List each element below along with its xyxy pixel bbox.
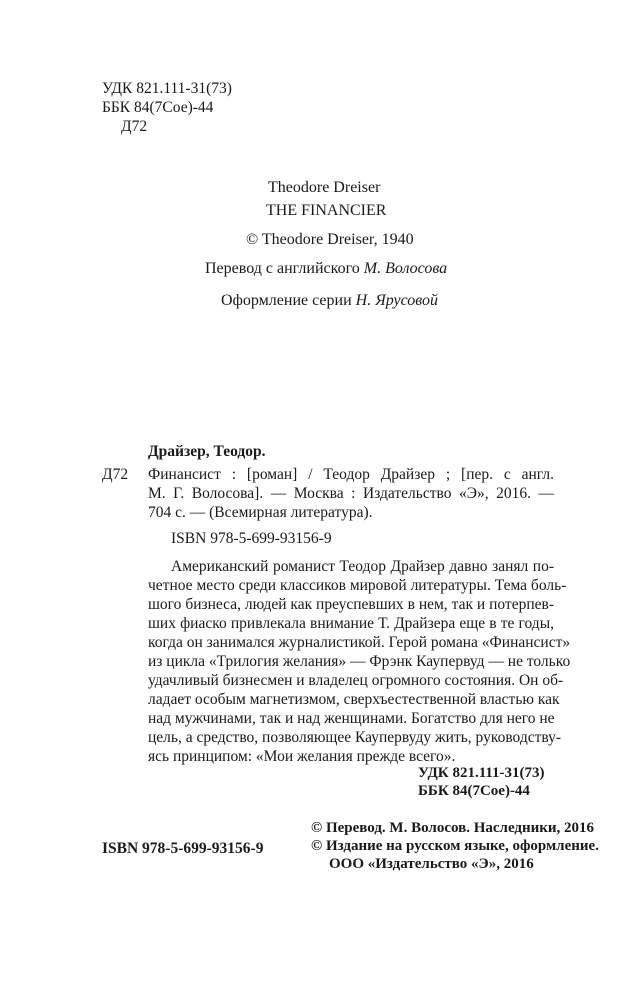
rights-line: © Перевод. М. Волосов. Наследники, 2016 [311,820,595,836]
annotation-line: ладает особым магнетизмом, сверхъестественной властью как [148,691,560,708]
description-line: М. Г. Волосова]. — Москва : Издательство «Э», 2016. — [148,485,554,502]
annotation-line: цель, а средство, позволяющее Каупервуду жить, руководству- [148,729,562,746]
designer-name: Н. Ярусовой [355,292,439,309]
bottom-isbn: ISBN 978-5-699-93156-9 [102,840,264,857]
catalog-mark: Д72 [102,466,129,483]
bbk-code: ББК 84(7Сое)-44 [102,99,214,116]
catalog-description [148,465,554,522]
translation-prefix: Перевод с английского [205,260,360,277]
catalog-isbn: ISBN 978-5-699-93156-9 [171,530,332,547]
design-line [221,291,438,310]
annotation-line: когда он занимался журналистикой. Герой романа «Финансист» [148,634,571,651]
author-mark: Д72 [121,118,148,135]
title-original: THE FINANCIER [266,202,387,219]
copyright-line: © Theodore Dreiser, 1940 [246,231,414,248]
udk-code: УДК 821.111-31(73) [102,80,232,97]
rights-line: © Издание на русском языке, оформление. [311,838,599,854]
description-line: 704 с. — (Всемирная литература). [148,504,373,521]
translator-name: М. Волосова [363,260,448,277]
catalog-heading: Драйзер, Теодор. [148,443,266,460]
rights-line: ООО «Издательство «Э», 2016 [329,856,534,872]
annotation-line: из цикла «Трилогия желания» — Фрэнк Каупервуд — не только [148,653,571,670]
annotation-line: над мужчинами, так и над женщинами. Богатство для него не [148,710,555,727]
description-line: Финансист : [роман] / Теодор Драйзер ; [пер. с англ. [148,466,554,483]
annotation-line: ших фиаско привлекала внимание Т. Драйзера еще в те годы, [148,615,554,632]
annotation-line: удачливый бизнесмен и владелец огромного состояния. Он об- [148,672,564,689]
annotation-line: шого бизнеса, людей как преуспевших в нем, так и потерпев- [148,596,554,613]
design-prefix: Оформление серии [221,292,352,309]
annotation-line: Американский романист Теодор Драйзер давно занял по- [171,558,554,575]
annotation-line: ясь принципом: «Мои желания прежде всего». [148,748,456,765]
annotation-line: четное место среди классиков мировой литературы. Тема боль- [148,577,567,594]
author-original: Theodore Dreiser [268,179,381,196]
annotation [148,557,571,766]
translation-line [205,259,447,278]
catalog-bbk: ББК 84(7Сое)-44 [418,783,530,799]
catalog-udk: УДК 821.111-31(73) [418,765,545,781]
